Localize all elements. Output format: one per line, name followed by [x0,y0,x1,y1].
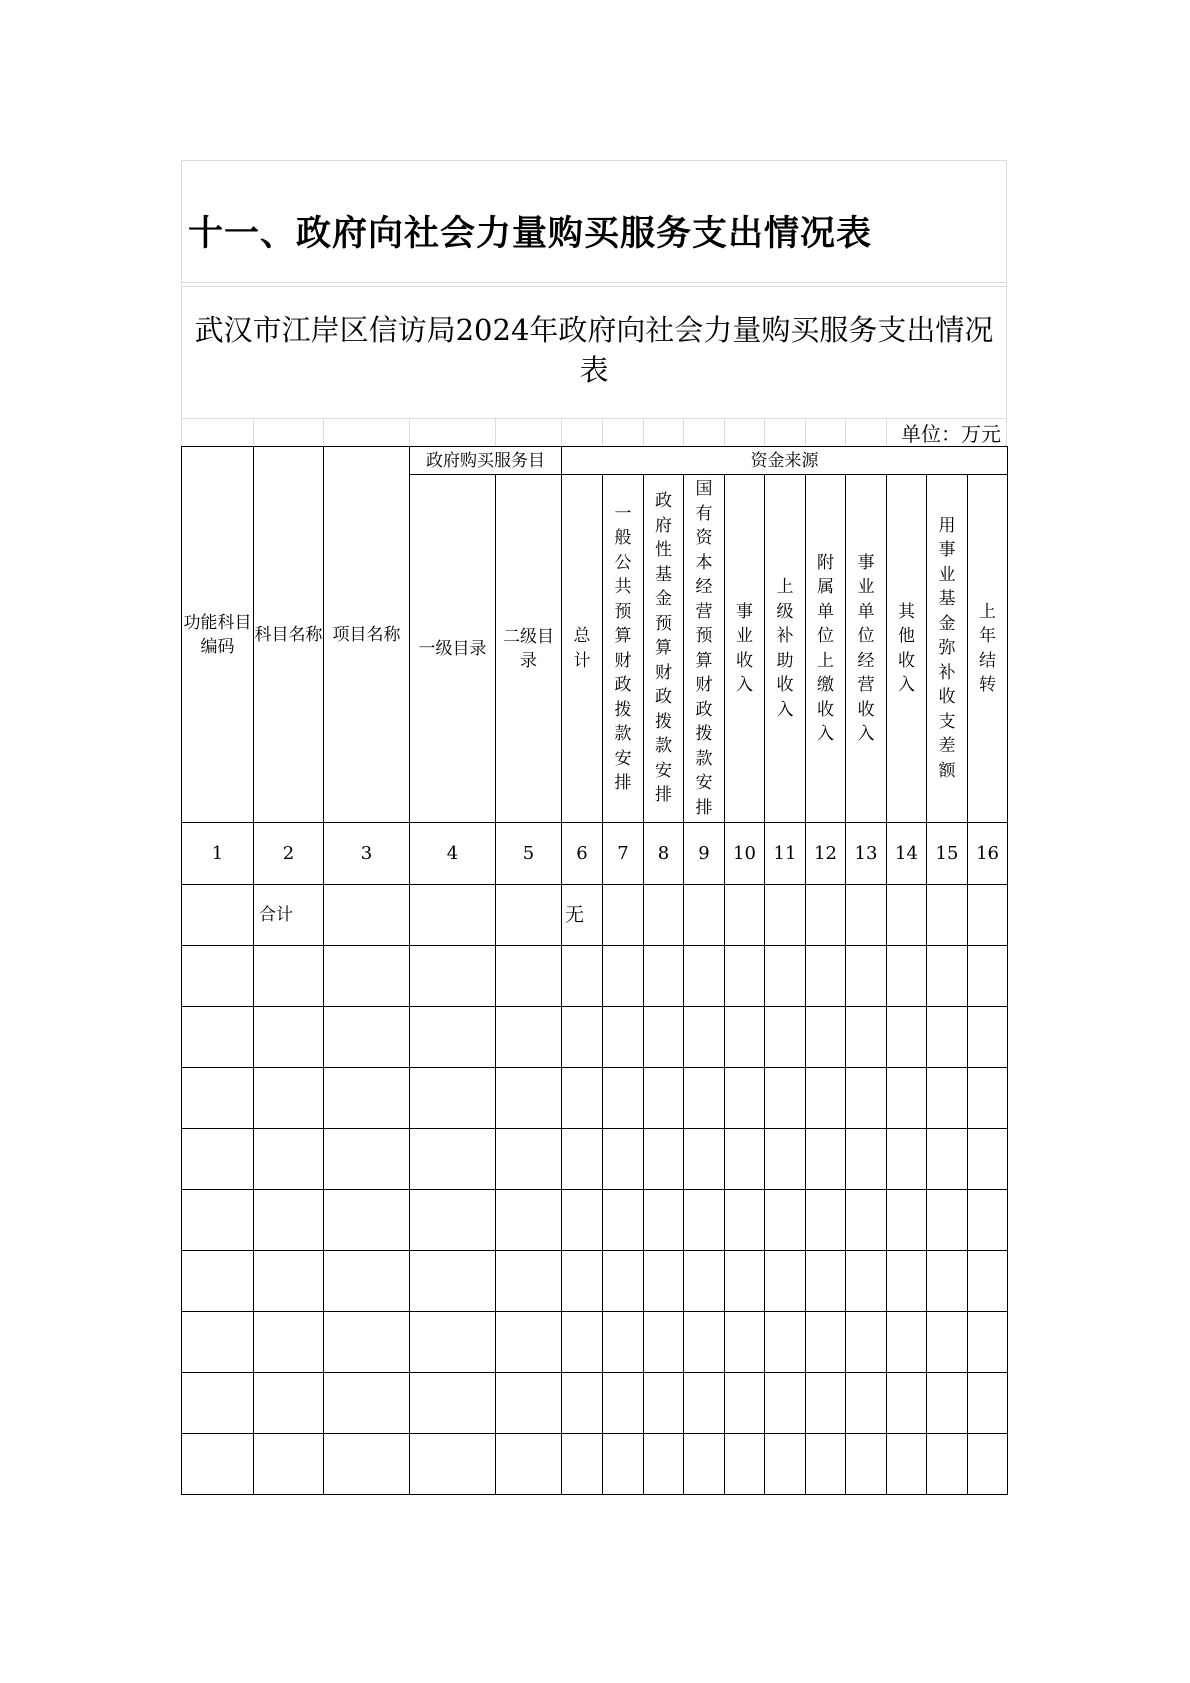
table-cell [725,1434,765,1495]
table-cell [725,946,765,1007]
table-cell [324,1251,410,1312]
table-cell [968,1251,1008,1312]
table-cell [725,1251,765,1312]
table-cell [806,1007,846,1068]
table-cell [644,1190,684,1251]
column-number: 8 [644,823,684,885]
table-cell [410,946,496,1007]
frame-line [495,418,496,446]
header-business-income [725,475,765,823]
table-cell [765,1068,806,1129]
table-cell [182,1312,254,1373]
table-cell [765,1312,806,1373]
table-cell [603,1312,644,1373]
table-cell [644,1129,684,1190]
table-cell [684,1068,725,1129]
table-cell [603,885,644,946]
purchase-service-table [181,446,1008,1495]
table-cell [887,1190,927,1251]
table-cell [725,1373,765,1434]
table-cell [324,1190,410,1251]
table-cell [324,1007,410,1068]
header-row-group [182,447,1008,475]
unit-label: 单位：万元 [901,422,1001,446]
table-cell [887,1373,927,1434]
frame-line [886,418,887,446]
header-affiliate-remit [806,475,846,823]
table-cell [254,1129,324,1190]
table-cell [496,1251,562,1312]
table-cell [887,1129,927,1190]
column-number: 5 [496,823,562,885]
frame-line [602,418,603,446]
header-general-budget-text: 一般公共预算财政拨款安排 [614,503,632,793]
table-cell [765,1007,806,1068]
header-subject-name: 科目名称 [254,447,324,823]
column-number: 6 [562,823,603,885]
table-cell [603,1373,644,1434]
table-cell [324,1068,410,1129]
table-cell [806,1373,846,1434]
header-catalog-group: 政府购买服务目 [410,447,562,475]
header-project-name: 项目名称 [324,447,410,823]
table-cell [846,1373,887,1434]
table-cell [644,1373,684,1434]
total-row [182,885,1008,946]
table-cell [684,1312,725,1373]
header-state-capital-text: 国有资本经营预算财政拨款安排 [695,479,713,818]
header-superior-subsidy [765,475,806,823]
table-cell [765,946,806,1007]
frame-line [323,418,324,446]
table-cell [725,1190,765,1251]
table-cell [410,1312,496,1373]
table-cell [562,1373,603,1434]
table-cell [927,1312,968,1373]
table-cell [725,1007,765,1068]
frame-line [845,418,846,446]
header-gov-fund-text: 政府性基金预算财政拨款安排 [655,491,672,806]
header-fund-offset-text: 用事业基金弥补收支差额 [938,515,956,781]
header-level2: 二级目录 [496,475,562,823]
table-cell [725,885,765,946]
frame-line [181,418,1007,419]
table-cell [846,1068,887,1129]
table-cell [846,1190,887,1251]
table-cell [887,1068,927,1129]
table-cell [562,946,603,1007]
table-cell [968,1007,1008,1068]
header-total-text: 总计 [573,626,591,671]
table-cell [254,1190,324,1251]
table-row [182,1007,1008,1068]
table-cell [765,1190,806,1251]
table-cell [182,1190,254,1251]
table-cell [562,1251,603,1312]
table-cell [182,885,254,946]
table-cell [968,1373,1008,1434]
table-cell [806,1129,846,1190]
table-cell [603,1190,644,1251]
header-level1: 一级目录 [410,475,496,823]
table-cell [927,1434,968,1495]
table-cell [846,1434,887,1495]
table-cell [806,946,846,1007]
table-cell [254,1007,324,1068]
column-number: 11 [765,823,806,885]
table-cell [684,1190,725,1251]
table-cell [324,1373,410,1434]
table-cell [562,1007,603,1068]
table-cell [927,1251,968,1312]
column-number: 16 [968,823,1008,885]
table-row [182,1312,1008,1373]
header-affiliate-remit-text: 附属单位上缴收入 [817,552,834,744]
table-cell [254,1068,324,1129]
table-cell [496,1312,562,1373]
sheet [181,160,1007,1484]
column-number: 4 [410,823,496,885]
table-cell [927,946,968,1007]
column-number: 12 [806,823,846,885]
table-cell [927,885,968,946]
table-row [182,1190,1008,1251]
total-label: 合计 [254,885,324,946]
table-cell [684,1434,725,1495]
column-number: 14 [887,823,927,885]
table-cell [410,885,496,946]
frame-line [643,418,644,446]
table-row [182,1373,1008,1434]
table-cell [644,1007,684,1068]
table-cell [603,946,644,1007]
table-cell [968,1068,1008,1129]
frame-line [724,418,725,446]
frame-line [764,418,765,446]
column-number: 10 [725,823,765,885]
table-cell [603,1251,644,1312]
table-row [182,1251,1008,1312]
table-cell [603,1129,644,1190]
table-cell [496,1373,562,1434]
column-number: 3 [324,823,410,885]
table-cell [806,1312,846,1373]
table-cell [496,1068,562,1129]
table-cell [684,1251,725,1312]
table-cell [324,1312,410,1373]
table-cell [887,885,927,946]
header-carryover-text: 上年结转 [979,601,997,695]
table-cell [684,885,725,946]
frame-line [253,418,254,446]
header-superior-subsidy-text: 上级补助收入 [776,577,794,720]
table-cell [603,1434,644,1495]
table-cell [182,1251,254,1312]
table-cell [562,1312,603,1373]
header-gov-fund [644,475,684,823]
table-cell [684,1373,725,1434]
column-number: 2 [254,823,324,885]
table-row [182,946,1008,1007]
header-general-budget [603,475,644,823]
frame-line [805,418,806,446]
table-cell [254,1251,324,1312]
table-row [182,1068,1008,1129]
frame-line [181,160,1007,161]
header-func-code: 功能科目编码 [182,447,254,823]
table-cell [684,1007,725,1068]
table-cell [765,1373,806,1434]
table-cell [182,1129,254,1190]
table-cell [806,1434,846,1495]
table-cell [324,946,410,1007]
table-cell [254,946,324,1007]
table-cell [887,1251,927,1312]
column-number-row [182,823,1008,885]
table-row [182,1434,1008,1495]
table-cell [562,1190,603,1251]
table-cell [887,1007,927,1068]
table-cell [846,885,887,946]
table-cell [968,1190,1008,1251]
table-cell [603,1068,644,1129]
table-cell [603,1007,644,1068]
table-cell [182,1373,254,1434]
table-cell [410,1129,496,1190]
table-cell [182,946,254,1007]
table-cell [324,885,410,946]
table-cell [765,1129,806,1190]
table-cell [684,946,725,1007]
table-cell [496,1190,562,1251]
table-cell [725,1068,765,1129]
frame-line [181,160,182,446]
table-cell [496,1007,562,1068]
section-title: 十一、政府向社会力量购买服务支出情况表 [188,213,873,254]
table-cell [846,1312,887,1373]
table-cell [806,1251,846,1312]
table-cell [496,946,562,1007]
table-row [182,1129,1008,1190]
table-cell [496,885,562,946]
table-cell [410,1007,496,1068]
table-cell [846,1251,887,1312]
frame-line [683,418,684,446]
table-cell [254,1312,324,1373]
table-cell [846,1129,887,1190]
column-number: 13 [846,823,887,885]
table-cell [644,1068,684,1129]
table-cell [846,946,887,1007]
table-cell [496,1129,562,1190]
frame-line [181,282,1007,283]
table-cell [644,946,684,1007]
header-state-capital [684,475,725,823]
table-cell [324,1129,410,1190]
table-cell [324,1434,410,1495]
frame-line [409,418,410,446]
table-cell [968,946,1008,1007]
table-cell [968,1434,1008,1495]
table-cell [684,1129,725,1190]
table-cell [182,1434,254,1495]
table-cell [887,1312,927,1373]
table-cell [410,1190,496,1251]
table-cell [254,1434,324,1495]
header-operating-income [846,475,887,823]
header-operating-income-text: 事业单位经营收入 [857,552,875,744]
table-cell [410,1434,496,1495]
table-cell [182,1068,254,1129]
table-cell [927,1373,968,1434]
header-other-income-text: 其他收入 [898,601,915,695]
table-cell [644,1251,684,1312]
table-cell [806,1068,846,1129]
table-cell [410,1373,496,1434]
frame-line [181,286,1007,287]
column-number: 9 [684,823,725,885]
header-other-income [887,475,927,823]
header-fund-offset [927,475,968,823]
table-cell [927,1068,968,1129]
table-cell [725,1312,765,1373]
table-cell [846,1007,887,1068]
table-cell [410,1251,496,1312]
table-cell [968,885,1008,946]
header-fund-source-group: 资金来源 [562,447,1008,475]
table-cell [644,1312,684,1373]
table-cell [968,1129,1008,1190]
table-cell [644,885,684,946]
total-value: 无 [562,885,603,946]
table-cell [887,1434,927,1495]
table-cell [927,1129,968,1190]
table-cell [725,1129,765,1190]
header-carryover [968,475,1008,823]
column-number: 15 [927,823,968,885]
table-cell [410,1068,496,1129]
table-cell [806,885,846,946]
table-cell [254,1373,324,1434]
table-cell [765,1434,806,1495]
table-cell [765,885,806,946]
table-cell [562,1434,603,1495]
table-cell [496,1434,562,1495]
frame-line [561,418,562,446]
header-business-income-text: 事业收入 [736,601,753,695]
table-cell [562,1129,603,1190]
table-title: 武汉市江岸区信访局2024年政府向社会力量购买服务支出情况表 [194,313,994,387]
table-cell [806,1190,846,1251]
table-cell [927,1190,968,1251]
table-cell [562,1068,603,1129]
table-cell [927,1007,968,1068]
column-number: 1 [182,823,254,885]
frame-line [1006,160,1007,446]
table-cell [765,1251,806,1312]
header-total [562,475,603,823]
table-cell [644,1434,684,1495]
table-cell [968,1312,1008,1373]
column-number: 7 [603,823,644,885]
table-cell [182,1007,254,1068]
table-cell [887,946,927,1007]
